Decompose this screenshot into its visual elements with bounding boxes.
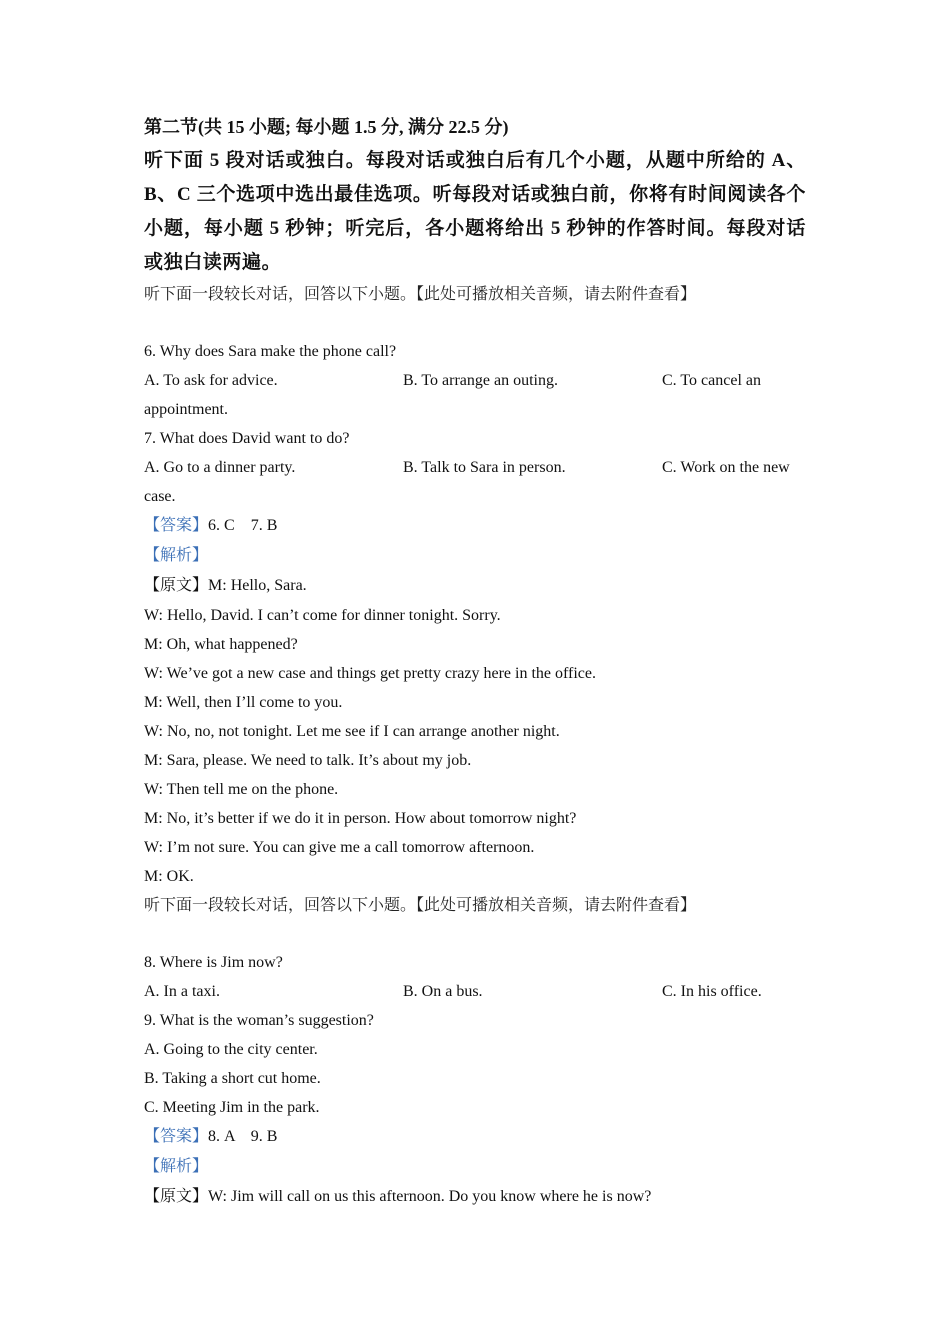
option-c: C. Work on the new <box>662 459 790 476</box>
script-line: W: We’ve got a new case and things get pretty crazy here in the office. <box>144 665 597 682</box>
spacer <box>144 920 806 948</box>
script-line: W: Hello, David. I can’t come for dinner tonight. Sorry. <box>144 607 501 624</box>
script-line: M: Sara, please. We need to talk. It’s about my job. <box>144 752 472 769</box>
script-line: W: Then tell me on the phone. <box>144 781 339 798</box>
option-b: B. Talk to Sara in person. <box>403 459 566 476</box>
option-b: B. Taking a short cut home. <box>144 1070 321 1087</box>
question-7-options <box>144 453 806 482</box>
script-text: W: Jim will call on us this afternoon. Do you know where he is now? <box>208 1188 652 1205</box>
script-line <box>144 571 806 601</box>
option-b: B. To arrange an outing. <box>403 372 558 389</box>
spacer <box>144 309 806 337</box>
answer-text: 8. A 9. B <box>208 1128 278 1145</box>
script-line: M: Oh, what happened? <box>144 636 298 653</box>
script-line: M: OK. <box>144 868 194 885</box>
document-page <box>144 114 806 1212</box>
option-c: C. To cancel an <box>662 372 761 389</box>
answer-tag: 【答案】 <box>144 1128 209 1145</box>
answer-line <box>144 1122 806 1152</box>
question-6-options <box>144 366 806 395</box>
script-line: M: Well, then I’ll come to you. <box>144 694 343 711</box>
question-6: 6. Why does Sara make the phone call? <box>144 343 397 360</box>
option-c-continued: appointment. <box>144 401 228 418</box>
option-a: A. Going to the city center. <box>144 1041 318 1058</box>
option-b: B. On a bus. <box>403 983 483 1000</box>
answer-line <box>144 511 806 541</box>
option-a: A. In a taxi. <box>144 983 220 1000</box>
question-9: 9. What is the woman’s suggestion? <box>144 1012 374 1029</box>
question-7: 7. What does David want to do? <box>144 430 350 447</box>
answer-tag: 【答案】 <box>144 517 209 534</box>
audio-note: 听下面一段较长对话，回答以下小题。【此处可播放相关音频，请去附件查看】 <box>144 286 697 303</box>
script-line: W: No, no, not tonight. Let me see if I can arrange another night. <box>144 723 560 740</box>
script-tag: 【原文】 <box>144 577 209 594</box>
question-8: 8. Where is Jim now? <box>144 954 283 971</box>
section-instruction: 听下面 5 段对话或独白。每段对话或独白后有几个小题，从题中所给的 A、B、C 三个选项中选出最佳选项。听每段对话或独白前，你将有时间阅读各个小题，每小题 5 秒钟；听完后，各小题将给出 5 秒钟的作答时间。每段对话或独白读两遍。 <box>144 150 806 273</box>
script-line <box>144 1182 806 1212</box>
option-c: C. In his office. <box>662 983 762 1000</box>
option-c: C. Meeting Jim in the park. <box>144 1099 320 1116</box>
question-8-options <box>144 977 806 1006</box>
answer-text: 6. C 7. B <box>208 517 278 534</box>
script-tag: 【原文】 <box>144 1188 209 1205</box>
audio-note: 听下面一段较长对话，回答以下小题。【此处可播放相关音频，请去附件查看】 <box>144 897 697 914</box>
script-line: W: I’m not sure. You can give me a call tomorrow afternoon. <box>144 839 535 856</box>
option-a: A. Go to a dinner party. <box>144 459 296 476</box>
option-a: A. To ask for advice. <box>144 372 278 389</box>
analysis-tag: 【解析】 <box>144 1158 209 1175</box>
section-heading: 第二节(共 15 小题; 每小题 1.5 分, 满分 22.5 分) <box>144 117 509 137</box>
script-line: M: No, it’s better if we do it in person. How about tomorrow night? <box>144 810 577 827</box>
analysis-tag: 【解析】 <box>144 547 209 564</box>
option-c-continued: case. <box>144 488 176 505</box>
script-text: M: Hello, Sara. <box>208 577 307 594</box>
